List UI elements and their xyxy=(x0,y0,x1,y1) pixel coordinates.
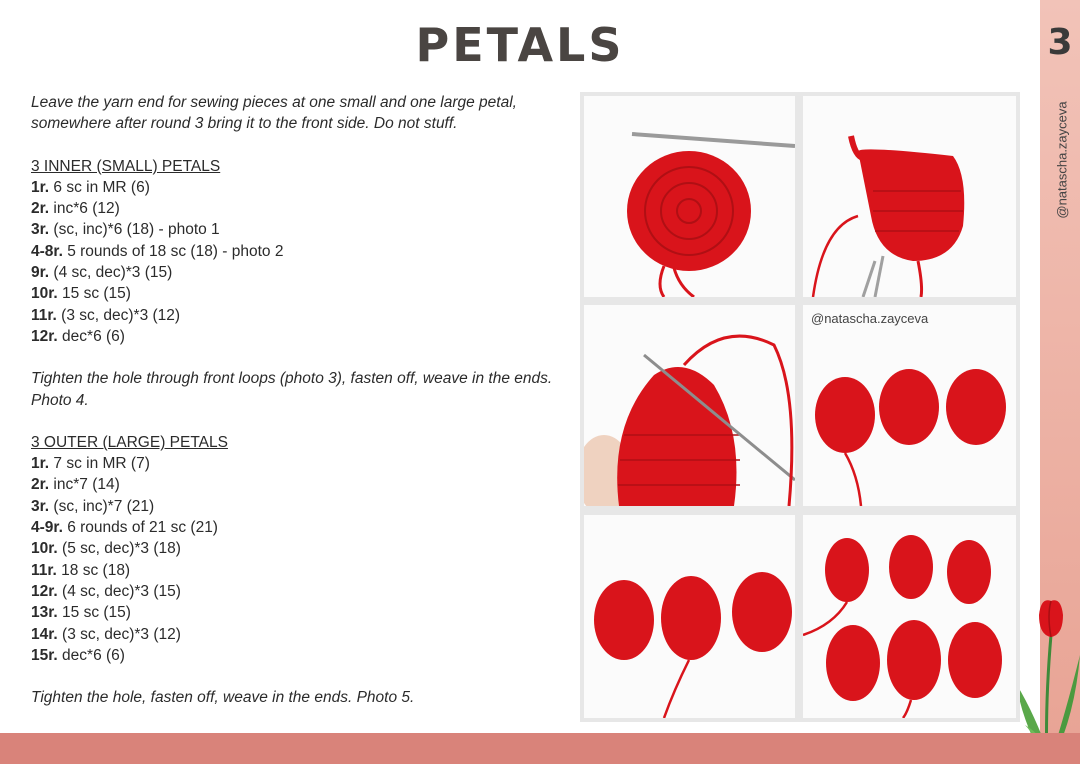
photo-3-image xyxy=(584,305,795,506)
pattern-row: 11r. (3 sc, dec)*3 (12) xyxy=(31,306,181,324)
pattern-row: 9r. (4 sc, dec)*3 (15) xyxy=(31,264,173,282)
pattern-row: 3r. (sc, inc)*7 (21) xyxy=(31,497,155,515)
photo-4-image xyxy=(803,305,1016,506)
instructions-column xyxy=(31,92,561,708)
photo-1-image xyxy=(584,96,795,297)
inner-note: Tighten the hole through front loops (photo 3), fasten off, weave in the ends. Photo 4. xyxy=(31,370,553,409)
pattern-row: 2r. inc*6 (12) xyxy=(31,200,120,218)
pattern-row: 12r. (4 sc, dec)*3 (15) xyxy=(31,582,181,600)
page-title: PETALS xyxy=(415,18,625,72)
pattern-row: 11r. 18 sc (18) xyxy=(31,561,131,579)
photo-2 xyxy=(803,96,1016,297)
outer-note: Tighten the hole, fasten off, weave in the ends. Photo 5. xyxy=(31,689,415,707)
pattern-row: 4-8r. 5 rounds of 18 sc (18) - photo 2 xyxy=(31,242,284,260)
photo-4 xyxy=(803,305,1016,506)
pattern-row: 4-9r. 6 rounds of 21 sc (21) xyxy=(31,519,218,537)
pattern-row: 2r. inc*7 (14) xyxy=(31,476,120,494)
pattern-row: 10r. (5 sc, dec)*3 (18) xyxy=(31,540,181,558)
photo-1 xyxy=(584,96,795,297)
photo-grid xyxy=(580,92,1020,722)
inner-petals-heading: 3 INNER (SMALL) PETALS xyxy=(31,157,221,175)
photo-2-image xyxy=(803,96,1016,297)
pattern-row: 12r. dec*6 (6) xyxy=(31,327,125,345)
pattern-row: 1r. 7 sc in MR (7) xyxy=(31,455,150,473)
photo-5a xyxy=(584,515,795,718)
pattern-row: 13r. 15 sc (15) xyxy=(31,604,131,622)
photo-5b xyxy=(803,515,1016,718)
outer-rows xyxy=(31,453,561,666)
outer-petals-heading: 3 OUTER (LARGE) PETALS xyxy=(31,433,228,451)
photo-3 xyxy=(584,305,795,506)
pattern-row: 15r. dec*6 (6) xyxy=(31,646,125,664)
photo-5a-image xyxy=(584,515,795,718)
side-handle: @natascha.zayceva xyxy=(1054,101,1070,219)
page-number: 3 xyxy=(1047,22,1073,63)
pattern-row: 14r. (3 sc, dec)*3 (12) xyxy=(31,625,181,643)
bottom-band xyxy=(0,733,1080,764)
intro-paragraph: Leave the yarn end for sewing pieces at one small and one large petal, somewhere after round 3 bring it to the front side. Do not stuff. xyxy=(31,94,517,133)
photo-5b-image xyxy=(803,515,1016,718)
inner-rows xyxy=(31,177,561,347)
pattern-row: 10r. 15 sc (15) xyxy=(31,285,131,303)
pattern-row: 1r. 6 sc in MR (6) xyxy=(31,178,150,196)
pattern-row: 3r. (sc, inc)*6 (18) - photo 1 xyxy=(31,221,220,239)
photo-watermark: @natascha.zayceva xyxy=(811,311,929,326)
